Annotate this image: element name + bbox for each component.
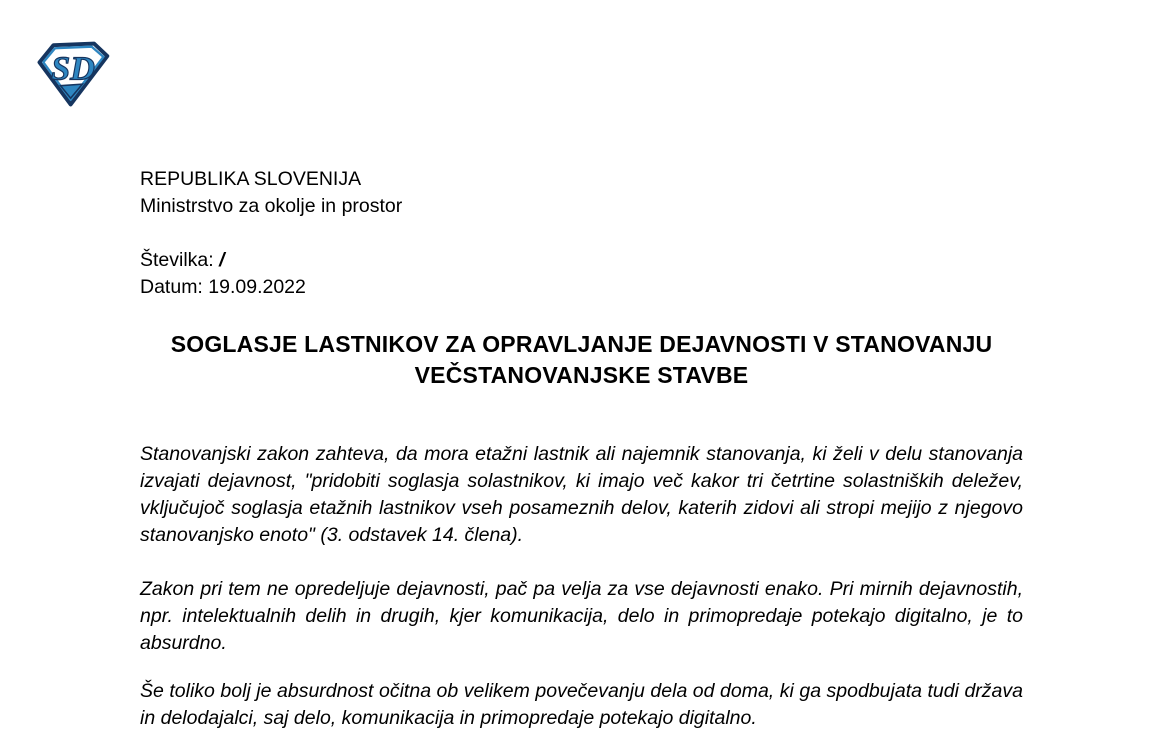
country-name: REPUBLIKA SLOVENIJA	[140, 168, 362, 190]
number-value: /	[219, 249, 225, 271]
letterhead	[140, 166, 1023, 220]
document-meta	[140, 247, 1023, 301]
document-number-line	[140, 247, 1023, 274]
logo-letters: SD	[51, 49, 95, 88]
sd-shield-logo-icon	[34, 38, 112, 110]
date-label: Datum:	[140, 276, 203, 298]
number-label: Številka:	[140, 249, 214, 271]
document-content	[140, 0, 1023, 732]
document-date-line	[140, 274, 1023, 301]
document-title: SOGLASJE LASTNIKOV ZA OPRAVLJANJE DEJAVNOSTI V STANOVANJU VEČSTANOVANJSKE STAVBE	[170, 331, 993, 388]
document-body	[140, 441, 1023, 732]
paragraph-law-critique: Zakon pri tem ne opredeljuje dejavnosti, pač pa velja za vse dejavnosti enako. Pri mirnih dejavnostih, npr. intelektualnih delih in drugih, kjer komunikacija, delo in primopredaje potekajo digitalno, je to absurdno.	[140, 578, 1023, 654]
date-value: 19.09.2022	[208, 276, 306, 298]
ministry-name: Ministrstvo za okolje in prostor	[140, 195, 403, 217]
paragraph-legal-requirement: Stanovanjski zakon zahteva, da mora etažni lastnik ali najemnik stanovanja, ki želi v delu stanovanja izvajati dejavnost, "pridobiti soglasja solastnikov, ki imajo več kakor tri četrtine solastniških deležev, vključujoč soglasja etažnih lastnikov vseh posameznih delov, katerih zidovi ali stropi mejijo z njegovo stanovanjsko enoto" (3. odstavek 14. člena).	[140, 443, 1023, 546]
paragraph-work-from-home: Še toliko bolj je absurdnost očitna ob velikem povečevanju dela od doma, ki ga spodbujata tudi država in delodajalci, saj delo, komunikacija in primopredaje potekajo digitalno.	[140, 680, 1023, 729]
